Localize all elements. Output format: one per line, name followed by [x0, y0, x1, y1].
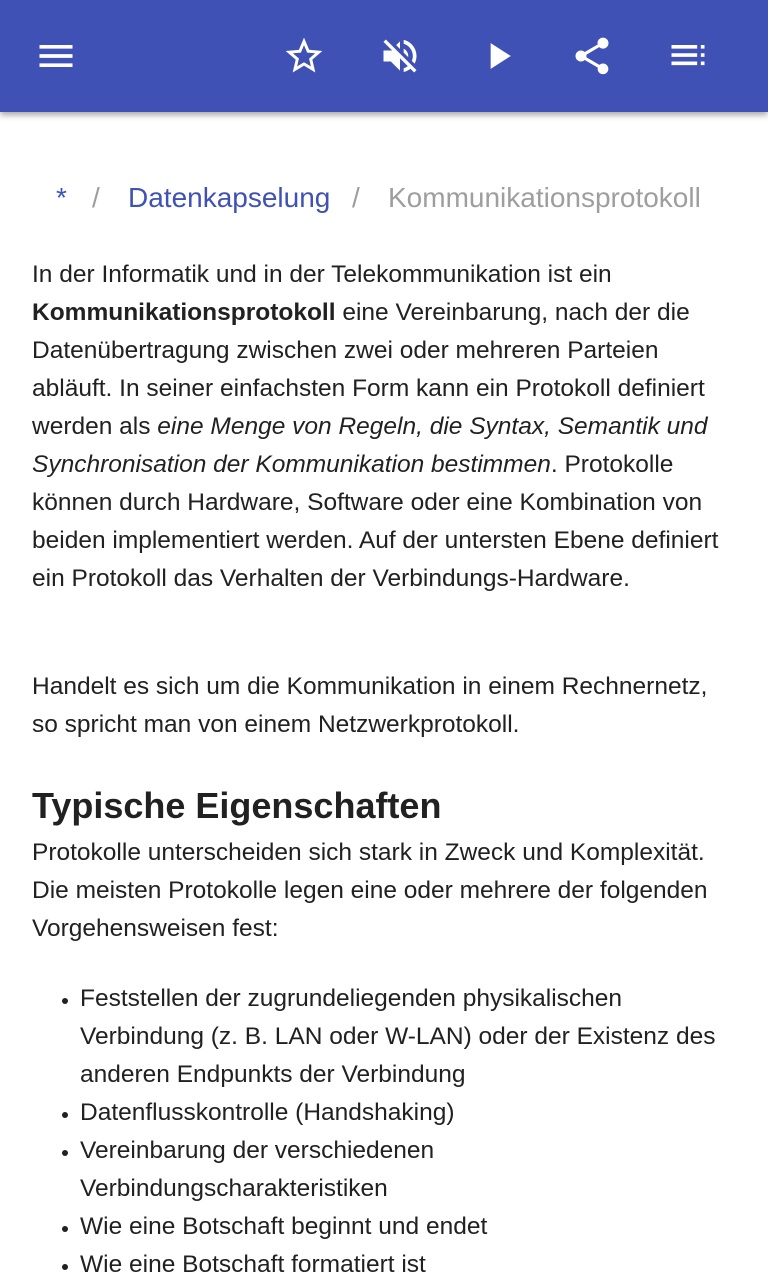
- mute-button[interactable]: [372, 28, 428, 84]
- intro-term-bold: Kommunikationsprotokoll: [32, 299, 336, 326]
- list-item: • Vereinbarung der verschiedenen Verbindungscharakteristiken: [80, 1132, 736, 1208]
- play-button[interactable]: [470, 28, 526, 84]
- list-item: • Wie eine Botschaft formatiert ist: [80, 1246, 736, 1284]
- playlist-icon: [666, 34, 710, 78]
- properties-list: [32, 980, 736, 1284]
- share-icon: [570, 34, 614, 78]
- list-item: • Datenflusskontrolle (Handshaking): [80, 1094, 736, 1132]
- bookmark-button[interactable]: [276, 28, 332, 84]
- list-item: • Wie eine Botschaft beginnt und endet: [80, 1208, 736, 1246]
- breadcrumb-parent-link[interactable]: Datenkapselung: [128, 182, 331, 213]
- app-toolbar: [0, 0, 768, 112]
- star-outline-icon: [282, 34, 326, 78]
- intro-text-c: . Protokolle können durch Hardware, Software oder eine Kombination von beiden implementiert werden. Auf der untersten Ebene definiert ein Protokoll das Verhalten der Verbindungs-Hardware.: [32, 451, 719, 592]
- list-item: • Feststellen der zugrundeliegenden physikalischen Verbindung (z. B. LAN oder W-LAN) oder der Existenz des anderen Endpunkts der Verbindung: [80, 980, 736, 1094]
- contents-button[interactable]: [660, 28, 716, 84]
- breadcrumb-separator: /: [92, 182, 100, 213]
- breadcrumb-separator: /: [352, 182, 360, 213]
- intro-text-a: In der Informatik und in der Telekommunikation ist ein: [32, 261, 612, 288]
- menu-button[interactable]: [28, 28, 84, 84]
- play-icon: [476, 34, 520, 78]
- menu-icon: [34, 34, 78, 78]
- section-paragraph: Protokolle unterscheiden sich stark in Zweck und Komplexität. Die meisten Protokolle legen eine oder mehrere der folgenden Vorgehensweisen fest:: [32, 839, 708, 942]
- section-heading: Typische Eigenschaften: [32, 785, 442, 826]
- intro-definition-italic: eine Menge von Regeln, die Syntax, Semantik und Synchronisation der Kommunikation bestimmen: [32, 413, 708, 478]
- share-button[interactable]: [564, 28, 620, 84]
- intro-text-b: eine Vereinbarung, nach der die Datenübertragung zwischen zwei oder mehreren Parteien abläuft. In seiner einfachsten Form kann ein Protokoll definiert werden als: [32, 299, 705, 440]
- network-paragraph: Handelt es sich um die Kommunikation in einem Rechnernetz, so spricht man von einem Netzwerkprotokoll.: [32, 673, 708, 738]
- volume-off-icon: [378, 34, 422, 78]
- breadcrumb-current: Kommunikationsprotokoll: [388, 182, 701, 213]
- breadcrumb-root-link[interactable]: *: [56, 182, 67, 213]
- intro-paragraph: [32, 256, 736, 598]
